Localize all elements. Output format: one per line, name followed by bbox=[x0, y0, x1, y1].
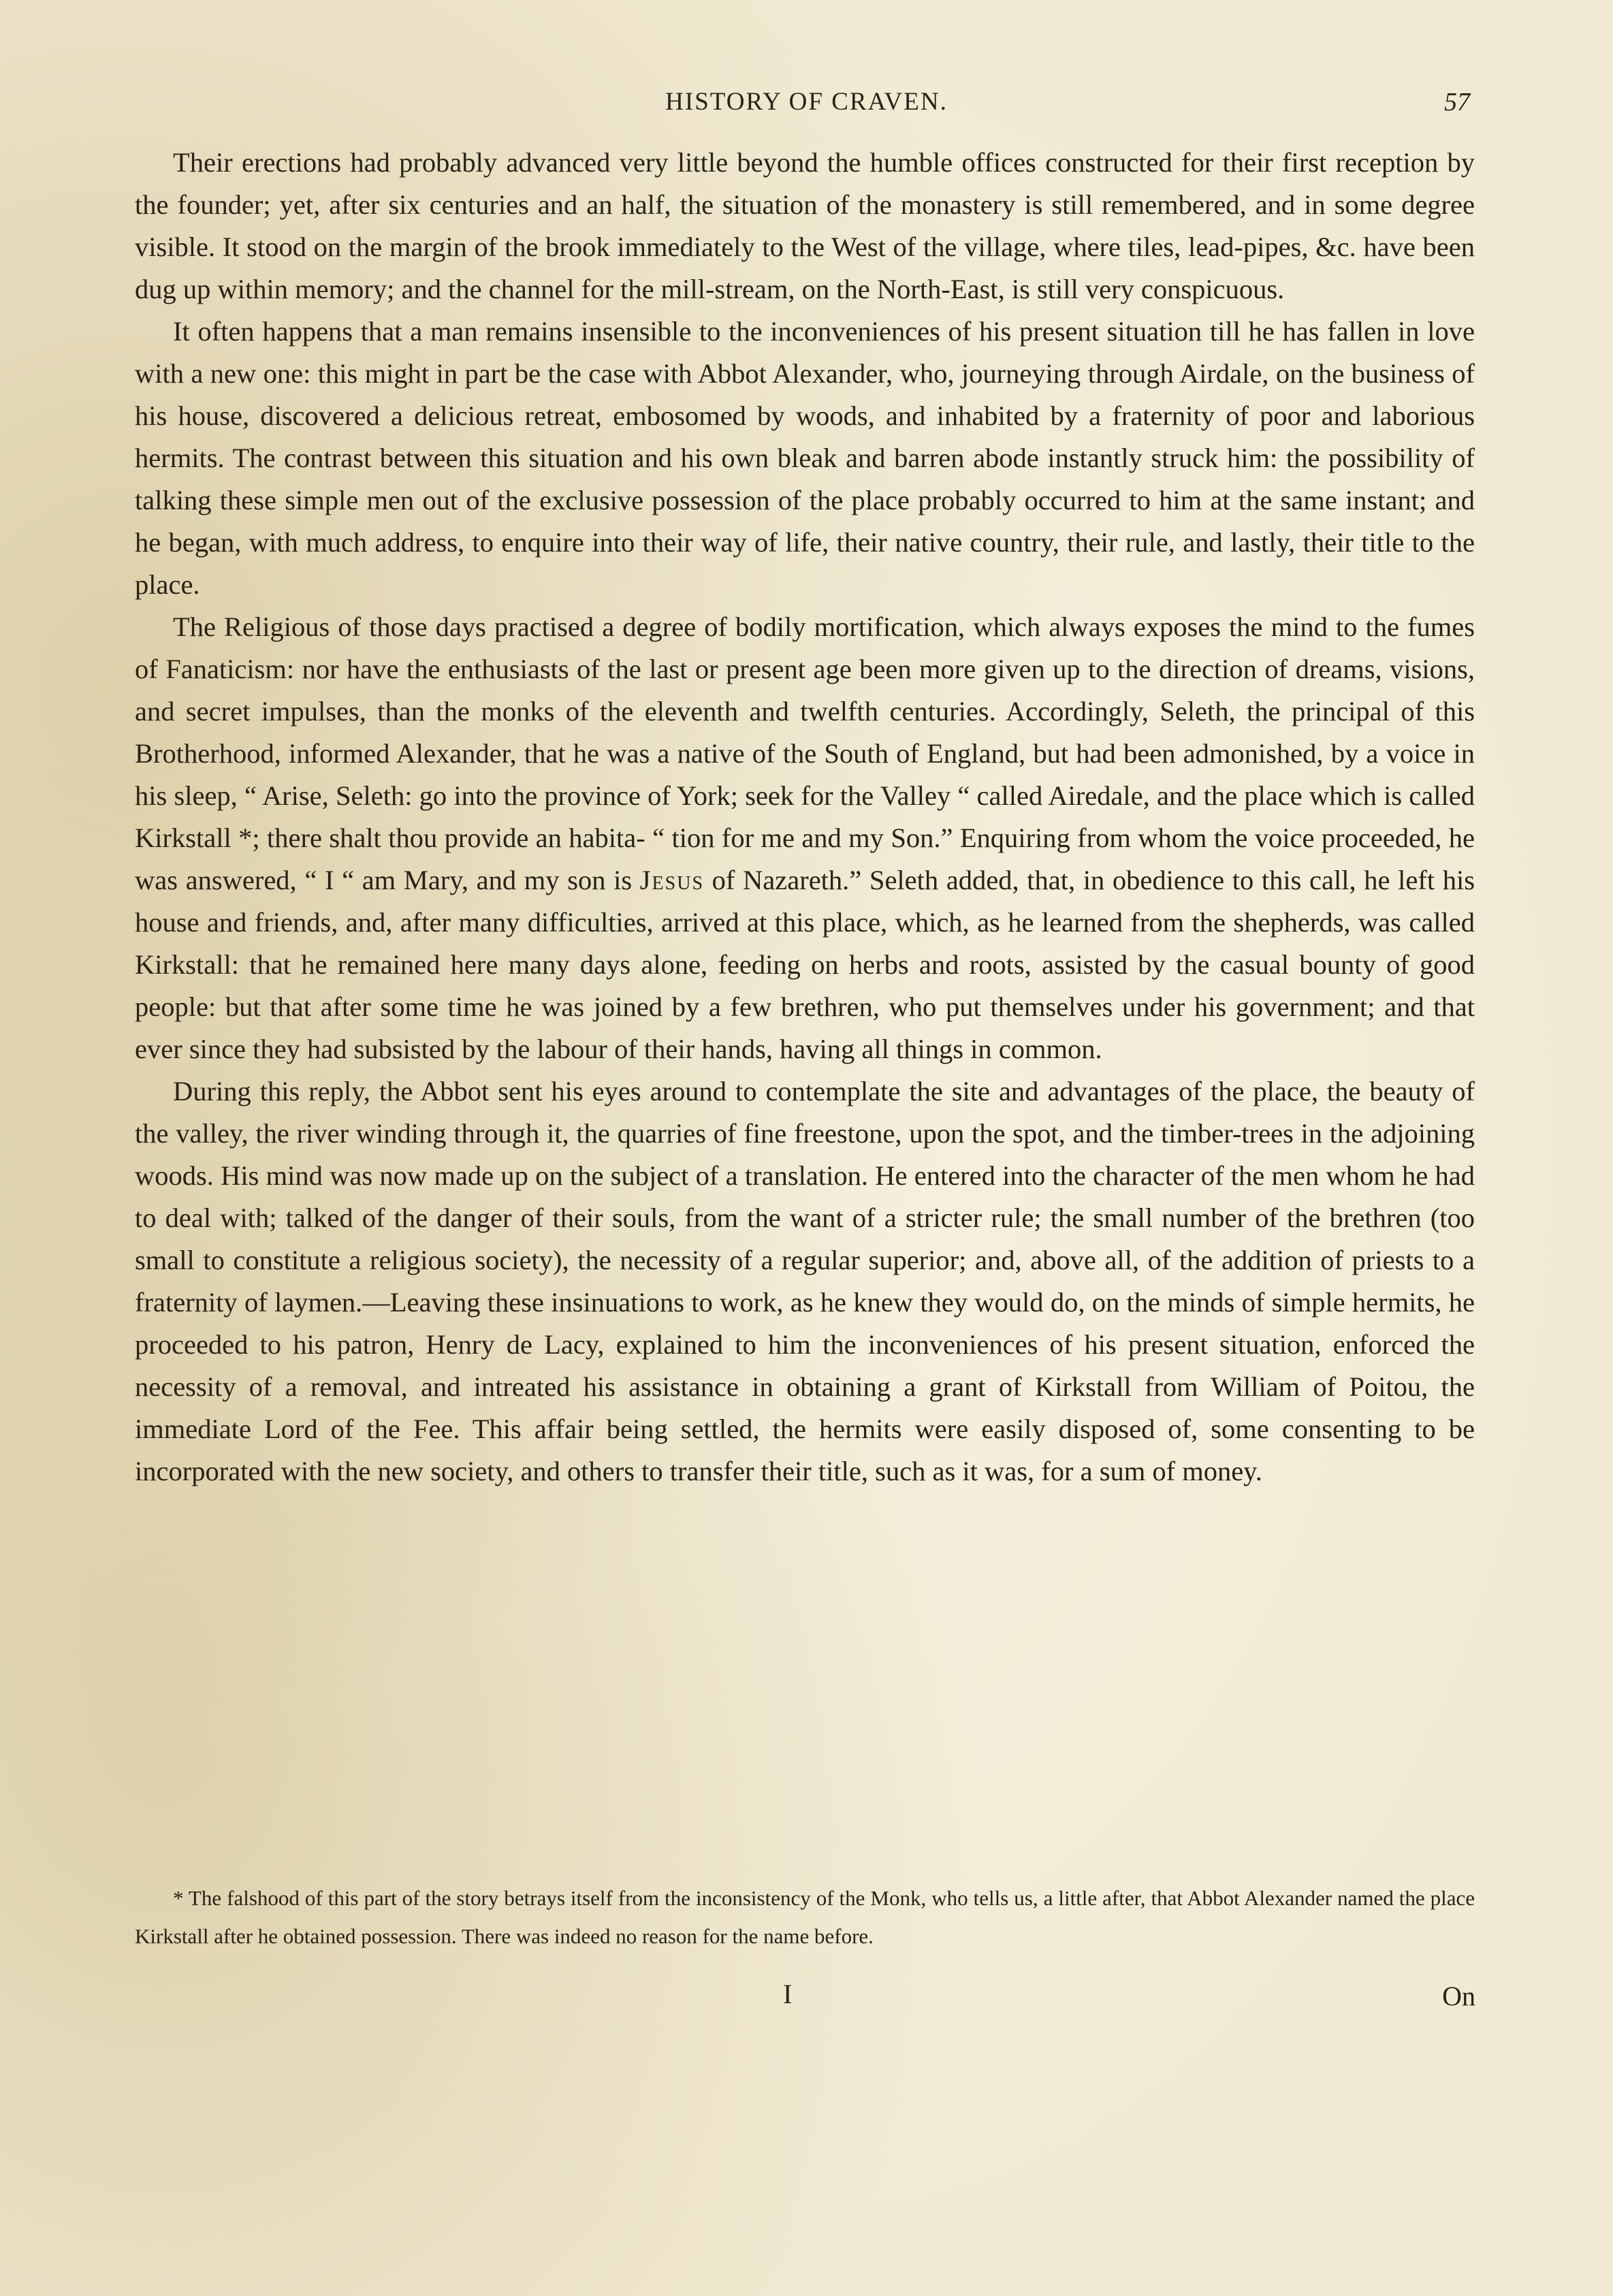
footnote bbox=[135, 1879, 1475, 1956]
paragraph-text: It often happens that a man remains insensible to the inconveniences of his present situation till he has fallen in love with a new one: this might in part be the case with Abbot Alexander, who, journeying through Airdale, on the business of his house, discovered a delicious retreat, embosomed by woods, and inhabited by a fraternity of poor and laborious hermits. The contrast between this situation and his own bleak and barren abode instantly struck him: the possibility of talking these simple men out of the exclusive possession of the place probably occurred to him at the same instant; and he began, with much address, to enquire into their way of life, their native country, their rule, and lastly, their title to the place. bbox=[135, 316, 1475, 600]
paragraph-text: of Nazareth.” Seleth added, that, in obedience to this call, he left his house and friends, and, after many difficulties, arrived at this place, which, as he learned from the shepherds, was called Kirkstall: that he remained here many days alone, feeding on herbs and roots, assisted by the casual bounty of good people: but that after some time he was joined by a few brethren, who put themselves under his government; and that ever since they had subsisted by the labour of their hands, having all things in common. bbox=[135, 865, 1475, 1064]
page-number: 57 bbox=[1444, 88, 1470, 116]
signature-mark: I bbox=[783, 1979, 793, 2009]
catchword: On bbox=[1442, 1981, 1475, 2011]
small-caps-name: Jesus bbox=[639, 865, 705, 895]
paragraph-3 bbox=[135, 606, 1475, 1070]
paragraph-text: Their erections had probably advanced very little beyond the humble offices constructed for their first reception by the founder; yet, after six centuries and an half, the situation of the monastery is still remembered, and in some degree visible. It stood on the margin of the brook immediately to the West of the village, where tiles, lead-pipes, &c. have been dug up within memory; and the channel for the mill-stream, on the North-East, is still very conspicuous. bbox=[135, 147, 1475, 304]
footnote-text: * The falshood of this part of the story betrays itself from the inconsistency of the Monk, who tells us, a little after, that Abbot Alexander named the place Kirkstall after he obtained possession. There was indeed no reason for the name before. bbox=[135, 1886, 1475, 1948]
paragraph-text: During this reply, the Abbot sent his eyes around to contemplate the site and advantages of the place, the beauty of the valley, the river winding through it, the quarries of fine freestone, upon the spot, and the timber-trees in the adjoining woods. His mind was now made up on the subject of a translation. He entered into the character of the men whom he had to deal with; talked of the danger of their souls, from the want of a stricter rule; the small number of the brethren (too small to constitute a religious society), the necessity of a regular superior; and, above all, of the addition of priests to a fraternity of laymen.—Leaving these insinuations to work, as he knew they would do, on the minds of simple hermits, he proceeded to his patron, Henry de Lacy, explained to him the inconveniences of his present situation, enforced the necessity of a removal, and intreated his assistance in obtaining a grant of Kirkstall from William of Poitou, the immediate Lord of the Fee. This affair being settled, the hermits were easily disposed of, some consenting to be incorporated with the new society, and others to transfer their title, such as it was, for a sum of money. bbox=[135, 1076, 1475, 1486]
paragraph-1 bbox=[135, 142, 1475, 310]
paragraph-2 bbox=[135, 310, 1475, 606]
page-header bbox=[0, 87, 1613, 128]
paragraph-4 bbox=[135, 1070, 1475, 1493]
running-title: HISTORY OF CRAVEN. bbox=[665, 88, 948, 116]
main-text bbox=[135, 142, 1475, 1493]
paragraph-text: The Religious of those days practised a degree of bodily mortification, which always exposes the mind to the fumes of Fanaticism: nor have the enthusiasts of the last or present age been more given up to the direction of dreams, visions, and secret impulses, than the monks of the eleventh and twelfth centuries. Accordingly, Seleth, the principal of this Brotherhood, informed Alexander, that he was a native of the South of England, but had been admonished, by a voice in his sleep, “ Arise, Seleth: go into the province of York; seek for the Valley “ called Airedale, and the place which is called Kirkstall *; there shalt thou provide an habita- “ tion for me and my Son.” Enquiring from whom the voice proceeded, he was answered, “ I “ am Mary, and my son is bbox=[135, 611, 1475, 895]
